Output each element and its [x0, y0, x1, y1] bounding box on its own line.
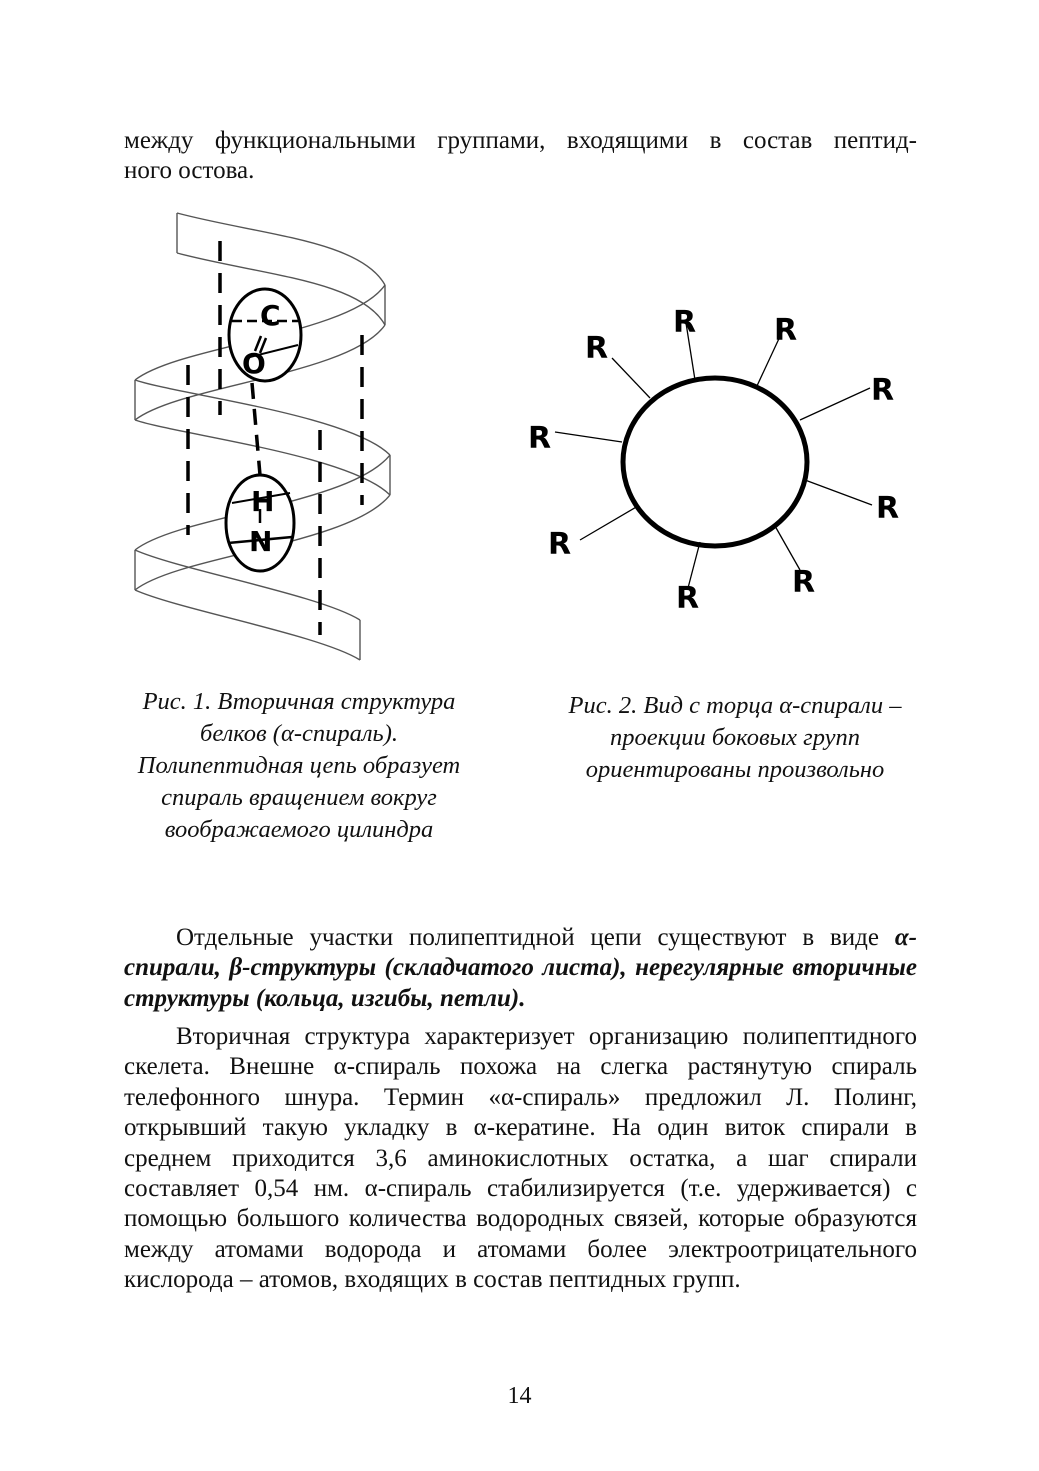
oxygen-atom-label: O [242, 347, 266, 380]
hydrogen-atom-label: H [251, 485, 275, 518]
paragraph-intro-text: Отдельные участки полипептидной цепи существуют в виде [176, 924, 895, 951]
paragraph-bold-terms: α-спирали, β-структуры (складчатого листа), нерегулярные вторичные структуры (кольца, изгибы, петли). [124, 924, 917, 1012]
paragraph-alpha-helix: Вторичная структура характеризует организацию полипептидного скелета. Внешне α-спираль похожа на слегка растянутую спираль телефонного шнура. Термин «α-спираль» предложил Л. Полинг, открывший такую укладку в α-кератине. На один виток спирали в среднем приходится 3,6 аминокислотных остатка, а шаг спирали составляет 0,54 нм. α-спираль стабилизируется (т.е. удерживается) с помощью большого количества водородных связей, которые образуются между атомами водорода и атомами более электроотрицательного кислорода – атомов, входящих в состав пептидных групп. [124, 1023, 917, 1294]
r-group-label: R [676, 581, 700, 616]
amide-group [226, 475, 294, 571]
r-group-label: R [548, 527, 572, 562]
r-group-label: R [528, 421, 552, 456]
carbon-atom-label: C [260, 299, 281, 332]
paragraph-line-1: между функциональными группами, входящими в состав пептид- [124, 127, 917, 154]
figure-1-caption: Рис. 1. Вторичная структура белков (α-спираль). Полипептидная цепь образует спираль вращением вокруг воображаемого цилиндра [137, 688, 461, 843]
paragraph-continuation [124, 126, 917, 187]
helix-figure [120, 205, 420, 675]
r-group-label: R [774, 313, 798, 348]
nitrogen-atom-label: N [249, 525, 273, 558]
r-group-label: R [585, 331, 609, 366]
helix-cross-section [623, 378, 807, 546]
paragraph-line-2: ного остова. [124, 157, 255, 185]
r-group-label: R [792, 565, 816, 600]
helix-end-view-figure [520, 300, 920, 620]
r-group-label: R [876, 491, 900, 526]
r-group-label: R [673, 305, 697, 340]
r-group-label: R [871, 373, 895, 408]
figure-2-caption: Рис. 2. Вид с торца α-спирали – проекции боковых групп ориентированы произвольно [568, 692, 902, 783]
carbonyl-group [229, 289, 301, 381]
helix-ribbon [135, 213, 390, 660]
side-group-labels [528, 305, 899, 616]
hydrogen-bond-line [252, 383, 260, 475]
page-number: 14 [507, 1383, 532, 1409]
paragraph-secondary-structures [124, 923, 917, 1014]
